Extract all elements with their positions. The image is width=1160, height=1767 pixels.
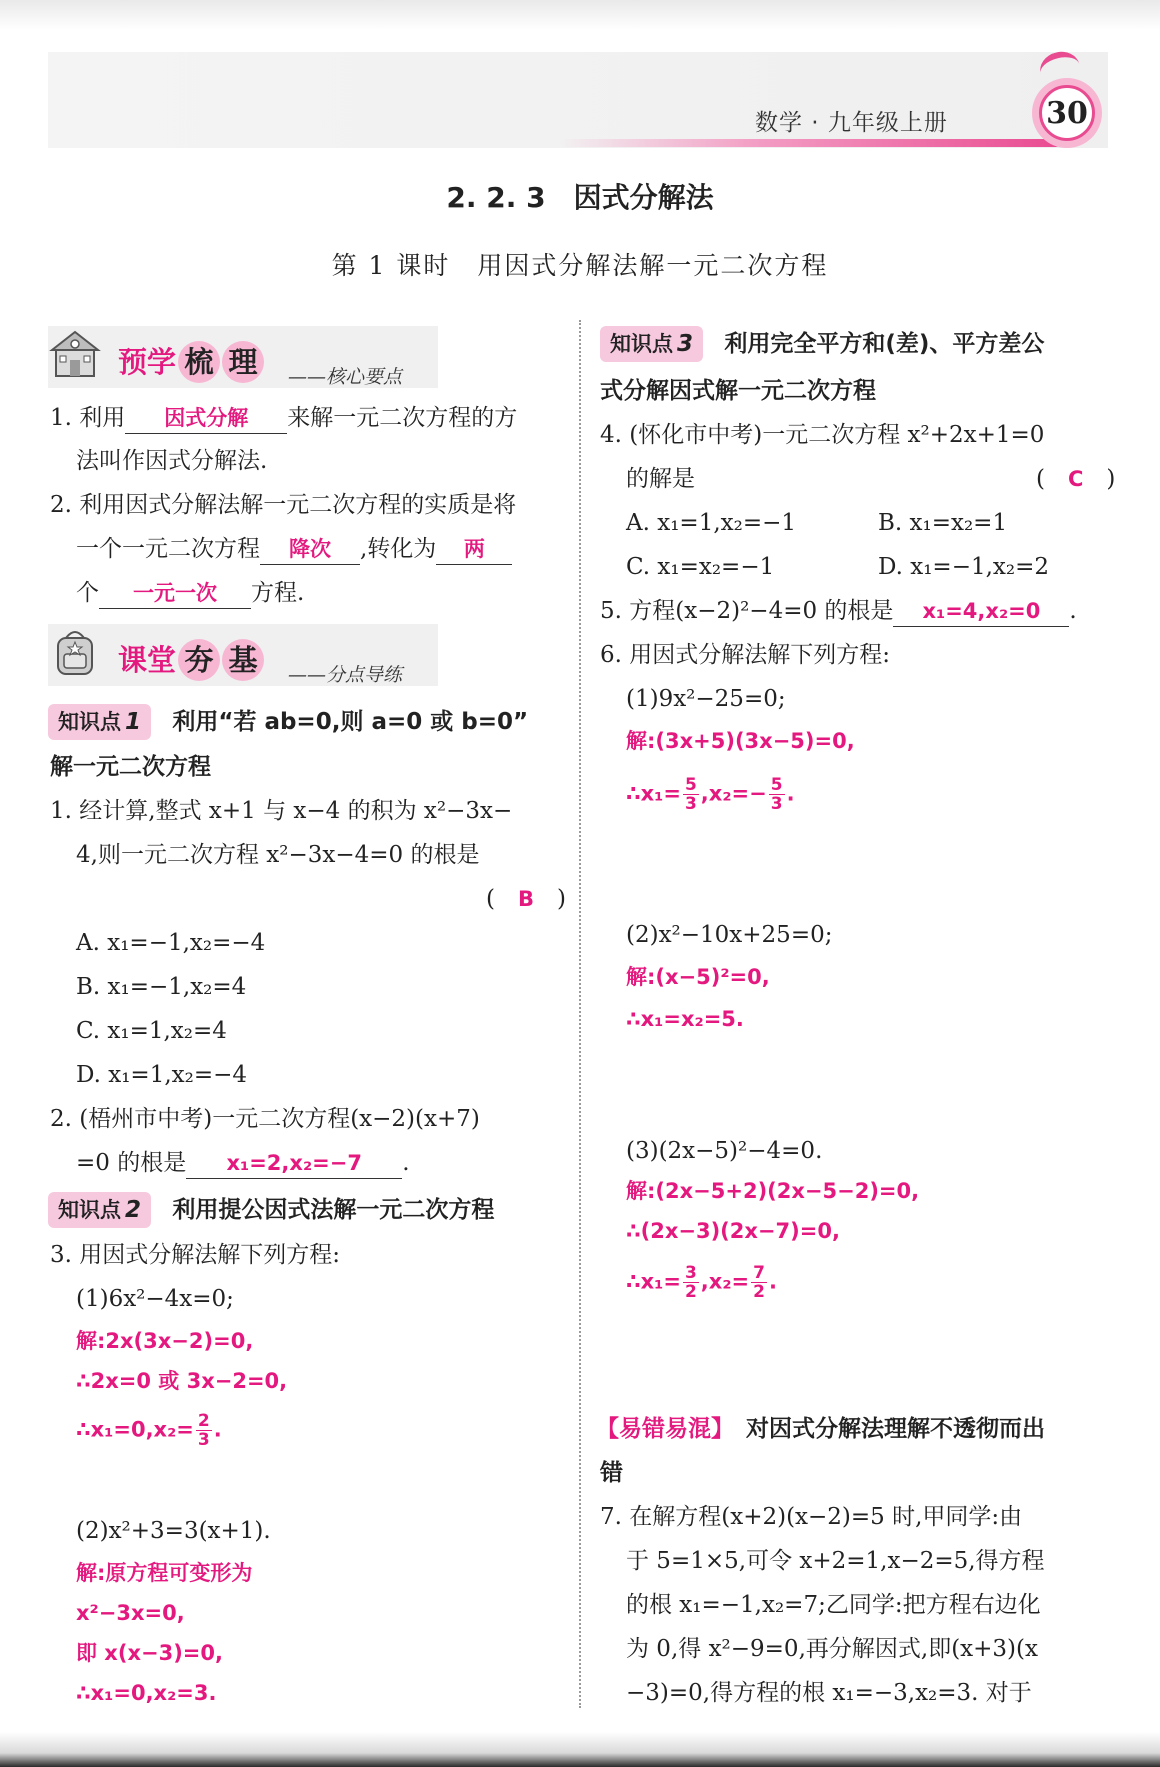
fraction-numerator: 2 bbox=[197, 1411, 210, 1431]
kp2-p2: (2)x²+3=3(x+1). bbox=[76, 1518, 271, 1544]
kp2-p2-sol-1: 解:原方程可变形为 bbox=[76, 1561, 253, 1585]
fraction-numerator: 7 bbox=[753, 1263, 765, 1283]
kp3-p2-sol-2: ∴x₁=x₂=5. bbox=[626, 1007, 744, 1031]
kp2-p2-sol-3: 即 x(x−3)=0, bbox=[76, 1641, 223, 1665]
kp3-q5-post: . bbox=[1069, 598, 1077, 624]
kp1-q1-opt-b: B. x₁=−1,x₂=4 bbox=[76, 974, 247, 1000]
preview-q1-cont: 法叫作因式分解法. bbox=[76, 448, 268, 474]
kp3-p1-final-b: ,x₂=− bbox=[700, 781, 767, 806]
error-q7-line1: 7. 在解方程(x+2)(x−2)=5 时,甲同学:由 bbox=[600, 1504, 1023, 1530]
kp2-tag bbox=[48, 1192, 151, 1228]
error-q7-line5: −3)=0,得方程的根 x₁=−3,x₂=3. 对于 bbox=[626, 1680, 1032, 1706]
kp3-p1-sol: 解:(3x+5)(3x−5)=0, bbox=[626, 729, 855, 753]
kp3-q5 bbox=[600, 596, 1077, 627]
q1-answer: 因式分解 bbox=[125, 403, 287, 434]
error-q7-line2: 于 5=1×5,可令 x+2=1,x−2=5,得方程 bbox=[626, 1548, 1045, 1574]
kp3-title-cont: 式分解因式解一元二次方程 bbox=[600, 378, 876, 404]
banner-word-2: 夯 bbox=[178, 639, 220, 681]
error-title: 对因式分解法理解不透彻而出 bbox=[746, 1416, 1045, 1442]
q2-pre2: 个 bbox=[76, 580, 99, 606]
page-edge-top bbox=[0, 0, 1160, 30]
kp3-q4-line1: 4. (怀化市中考)一元二次方程 x²+2x+1=0 bbox=[600, 422, 1045, 448]
kp1-num: 1 bbox=[125, 709, 142, 735]
kp3-p3-final-b: ,x₂= bbox=[700, 1269, 750, 1294]
error-tag: 【易错易混】 bbox=[596, 1416, 734, 1442]
kp3-title: 利用完全平方和(差)、平方差公 bbox=[724, 331, 1045, 357]
kp2-p1-sol-1: 解:2x(3x−2)=0, bbox=[76, 1329, 254, 1353]
kp3-p3-final-c: . bbox=[768, 1269, 777, 1294]
page-edge-bottom bbox=[0, 1732, 1160, 1767]
kp1-q2-line2 bbox=[76, 1148, 410, 1179]
kp1-q1-opt-d: D. x₁=1,x₂=−4 bbox=[76, 1062, 248, 1088]
kp1-q1-line1: 1. 经计算,整式 x+1 与 x−4 的积为 x²−3x− bbox=[50, 798, 513, 824]
fraction bbox=[751, 1264, 767, 1301]
kp3-p3: (3)(2x−5)²−4=0. bbox=[626, 1138, 823, 1164]
kp2-p1-final-pre: ∴x₁=0,x₂= bbox=[76, 1417, 194, 1442]
page-number-badge bbox=[1032, 78, 1102, 148]
kp2-q3-line1: 3. 用因式分解法解下列方程: bbox=[50, 1242, 341, 1268]
kp1-q1-answer: B bbox=[517, 887, 534, 911]
fraction bbox=[769, 776, 785, 813]
fraction-denominator: 2 bbox=[753, 1282, 765, 1302]
kp3-q4-opt-a: A. x₁=1,x₂=−1 bbox=[626, 510, 797, 536]
error-q7-line4: 为 0,得 x²−9=0,再分解因式,即(x+3)(x bbox=[626, 1636, 1038, 1662]
q2-answer-1: 降次 bbox=[260, 534, 360, 565]
error-q7-line3: 的根 x₁=−1,x₂=7;乙同学:把方程右边化 bbox=[626, 1592, 1041, 1618]
kp2-p1-sol-2: ∴2x=0 或 3x−2=0, bbox=[76, 1369, 288, 1393]
kp3-q5-answer: x₁=4,x₂=0 bbox=[893, 596, 1069, 627]
q2-mid: ,转化为 bbox=[360, 536, 437, 562]
backpack-icon bbox=[48, 624, 102, 678]
column-divider bbox=[579, 320, 581, 1708]
preview-q2-line2 bbox=[76, 534, 512, 565]
kp3-q4-answer: C bbox=[1067, 467, 1084, 491]
kp3-p3-sol-1: 解:(2x−5+2)(2x−5−2)=0, bbox=[626, 1179, 920, 1203]
kp1-q2-line1: 2. (梧州市中考)一元二次方程(x−2)(x+7) bbox=[50, 1106, 480, 1132]
kp3-p1-final-c: . bbox=[786, 781, 795, 806]
fraction-denominator: 2 bbox=[684, 1282, 697, 1302]
kp1-q1-answer-bracket: ( B ) bbox=[486, 886, 566, 912]
kp3-tag bbox=[600, 326, 703, 362]
lesson-title: 第 1 课时 用因式分解法解一元二次方程 bbox=[331, 251, 829, 280]
kp2-tag-text: 知识点 bbox=[58, 1198, 121, 1222]
kp3-p1-final-a: ∴x₁= bbox=[626, 781, 681, 806]
kp1-heading bbox=[48, 704, 528, 740]
q1-pre: 1. 利用 bbox=[50, 405, 126, 431]
fraction bbox=[196, 1412, 212, 1449]
q2-post: 方程. bbox=[251, 580, 305, 606]
header-band bbox=[48, 52, 1108, 148]
kp3-q6-line1: 6. 用因式分解法解下列方程: bbox=[600, 642, 891, 668]
kp3-q4-opt-d: D. x₁=−1,x₂=2 bbox=[878, 554, 1050, 580]
kp1-title: 利用“若 ab=0,则 a=0 或 b=0” bbox=[172, 709, 529, 735]
kp3-q4-opt-c: C. x₁=x₂=−1 bbox=[626, 554, 775, 580]
banner-word-1: 课堂 bbox=[118, 643, 177, 677]
classroom-banner-sub: ——分点导练 bbox=[288, 664, 403, 686]
q1-post: 来解一元二次方程的方 bbox=[287, 405, 518, 431]
kp3-p3-final bbox=[626, 1264, 777, 1301]
kp1-q2-answer: x₁=2,x₂=−7 bbox=[186, 1148, 402, 1179]
preview-q1 bbox=[50, 403, 517, 434]
banner-word-3: 理 bbox=[222, 341, 264, 383]
kp3-q4-opt-b: B. x₁=x₂=1 bbox=[878, 510, 1008, 536]
kp3-p2-sol-1: 解:(x−5)²=0, bbox=[626, 965, 770, 989]
fraction-numerator: 5 bbox=[684, 775, 697, 795]
preview-q2-line3 bbox=[76, 578, 304, 609]
kp3-p1: (1)9x²−25=0; bbox=[626, 686, 786, 712]
q2-pre: 一个一元二次方程 bbox=[76, 536, 260, 562]
kp3-q4-answer-bracket: ( C ) bbox=[1036, 466, 1116, 492]
kp3-tag-text: 知识点 bbox=[610, 332, 673, 356]
fraction-numerator: 3 bbox=[684, 1263, 697, 1283]
fraction bbox=[683, 1264, 699, 1301]
school-icon bbox=[48, 326, 102, 380]
kp2-title: 利用提公因式法解一元二次方程 bbox=[172, 1197, 495, 1223]
section-title: 2. 2. 3 因式分解法 bbox=[446, 181, 714, 214]
kp2-p1: (1)6x²−4x=0; bbox=[76, 1286, 234, 1312]
fraction-denominator: 3 bbox=[770, 794, 783, 814]
kp3-p1-final bbox=[626, 776, 795, 813]
preview-banner-title bbox=[118, 340, 264, 383]
kp3-p3-final-a: ∴x₁= bbox=[626, 1269, 681, 1294]
kp2-p2-sol-2: x²−3x=0, bbox=[76, 1601, 185, 1625]
kp3-q5-pre: 5. 方程(x−2)²−4=0 的根是 bbox=[600, 598, 894, 624]
banner-word-2: 梳 bbox=[178, 341, 220, 383]
kp3-heading bbox=[600, 326, 1044, 362]
fraction-numerator: 5 bbox=[770, 775, 783, 795]
header-accent-line bbox=[560, 139, 1060, 147]
q2-answer-3: 一元一次 bbox=[99, 578, 251, 609]
preview-q2-line1: 2. 利用因式分解法解一元二次方程的实质是将 bbox=[50, 492, 517, 518]
kp1-title-cont: 解一元二次方程 bbox=[50, 754, 211, 780]
kp1-q2-post: . bbox=[402, 1150, 410, 1176]
kp1-q2-pre: =0 的根是 bbox=[76, 1150, 187, 1176]
kp1-q1-opt-a: A. x₁=−1,x₂=−4 bbox=[76, 930, 266, 956]
kp1-q1-line2: 4,则一元二次方程 x²−3x−4=0 的根是 bbox=[76, 842, 480, 868]
preview-banner-sub: ——核心要点 bbox=[288, 366, 403, 388]
kp2-p1-final bbox=[76, 1412, 222, 1449]
kp2-num: 2 bbox=[125, 1197, 142, 1223]
banner-word-3: 基 bbox=[222, 639, 264, 681]
q2-answer-2: 两 bbox=[436, 534, 512, 565]
error-heading bbox=[596, 1414, 1045, 1444]
header-subject: 数学 · 九年级上册 bbox=[755, 110, 948, 136]
banner-word-1: 预学 bbox=[118, 345, 177, 379]
classroom-banner-title bbox=[118, 638, 264, 681]
kp3-p3-sol-2: ∴(2x−3)(2x−7)=0, bbox=[626, 1219, 840, 1243]
kp2-p2-sol-4: ∴x₁=0,x₂=3. bbox=[76, 1681, 217, 1705]
kp3-num: 3 bbox=[677, 331, 694, 357]
fraction-denominator: 3 bbox=[197, 1430, 210, 1450]
fraction-denominator: 3 bbox=[684, 794, 697, 814]
error-title-cont: 错 bbox=[600, 1460, 623, 1486]
kp3-p2: (2)x²−10x+25=0; bbox=[626, 922, 833, 948]
fraction bbox=[683, 776, 699, 813]
kp1-tag-text: 知识点 bbox=[58, 710, 121, 734]
kp1-q1-opt-c: C. x₁=1,x₂=4 bbox=[76, 1018, 227, 1044]
kp1-tag bbox=[48, 704, 151, 740]
kp2-p1-final-post: . bbox=[213, 1417, 222, 1442]
kp2-heading bbox=[48, 1192, 494, 1228]
kp3-q4-line2: 的解是 bbox=[626, 466, 695, 492]
page-number: 30 bbox=[1039, 85, 1095, 141]
